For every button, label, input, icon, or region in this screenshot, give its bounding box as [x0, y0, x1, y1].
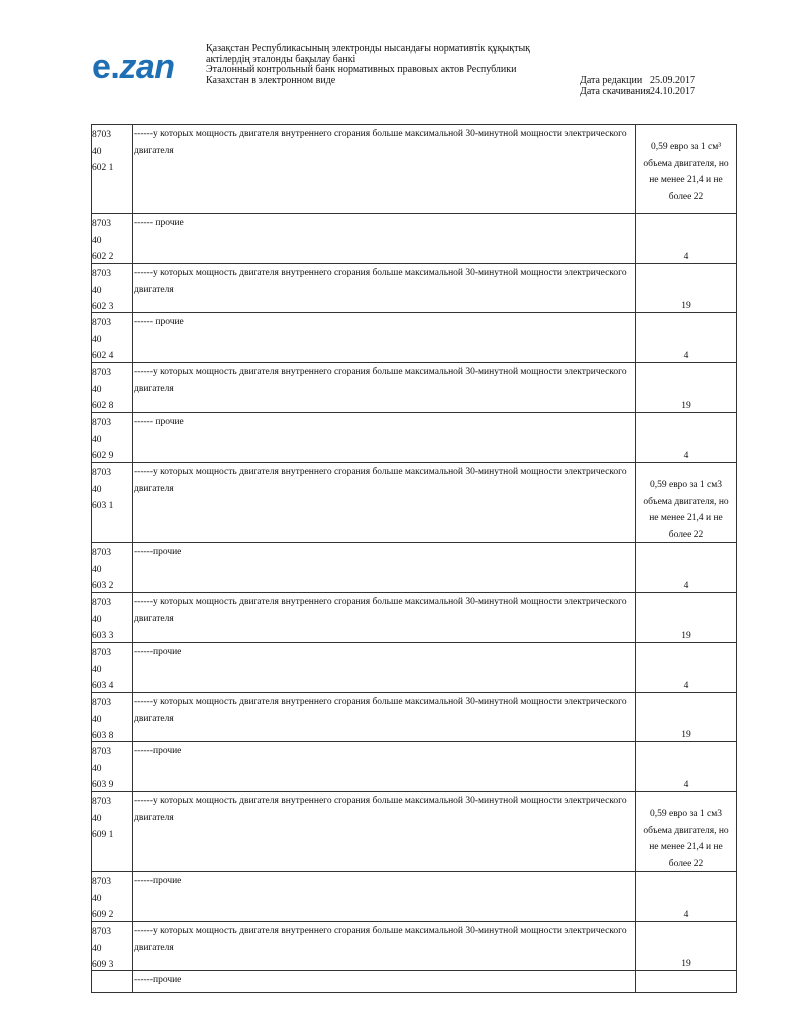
tariff-code-part: 40: [92, 664, 102, 675]
tariff-code-part: 40: [92, 614, 102, 625]
tariff-code-part: 602 1: [92, 163, 114, 173]
duty-rate-cell: [636, 313, 736, 362]
logo-zan: zan: [119, 48, 175, 86]
table-row: [92, 921, 736, 970]
goods-description: ------прочие: [133, 742, 636, 791]
duty-rate-cell: [636, 742, 736, 791]
tariff-code: [92, 872, 133, 921]
tariff-code: [92, 214, 133, 263]
tariff-code-part: 40: [92, 384, 102, 395]
duty-rate-cell: [636, 463, 736, 542]
tariff-code-part: 609 1: [92, 830, 114, 840]
tariff-code-part: 602 9: [92, 451, 114, 461]
duty-rate-cell: [636, 971, 736, 992]
tariff-code-part: 8703: [92, 698, 111, 708]
goods-description: ------у которых мощность двигателя внутреннего сгорания больше максимальной 30-минутной мощности электрического двигателя: [133, 593, 636, 642]
duty-rate: 19: [681, 959, 691, 969]
tariff-code-part: 8703: [92, 877, 111, 887]
goods-description: ------у которых мощность двигателя внутреннего сгорания больше максимальной 30-минутной мощности электрического двигателя: [133, 125, 636, 213]
duty-rate: 19: [681, 401, 691, 411]
duty-rate: 4: [683, 451, 689, 461]
duty-rate: 4: [683, 681, 689, 691]
duty-rate-cell: [636, 125, 736, 213]
duty-rate-cell: [636, 643, 736, 692]
goods-description: ------прочие: [133, 643, 636, 692]
document-header: [0, 0, 791, 110]
tariff-code-part: 8703: [92, 747, 111, 757]
duty-rate: 0,59 евро за 1 см3 объема двигателя, но не менее 21,4 и не более 22: [643, 480, 729, 540]
tariff-code-part: 8703: [92, 269, 111, 279]
header-line-3: Эталонный контрольный банк нормативных правовых актов Республики: [206, 64, 517, 75]
tariff-code: [92, 922, 133, 970]
table-row: [92, 213, 736, 263]
duty-rate: 0,59 евро за 1 см³ объема двигателя, но не менее 21,4 и не более 22: [643, 142, 729, 202]
duty-rate-cell: [636, 922, 736, 970]
duty-rate-cell: [636, 792, 736, 871]
download-date-value: 24.10.2017: [650, 86, 695, 97]
tariff-code-part: 8703: [92, 468, 111, 478]
duty-rate-cell: [636, 413, 736, 462]
tariff-code: [92, 363, 133, 412]
duty-rate: 4: [683, 581, 689, 591]
tariff-code-part: 603 1: [92, 501, 114, 511]
tariff-code-part: 603 3: [92, 631, 114, 641]
table-row: [92, 791, 736, 871]
tariff-code-part: 8703: [92, 797, 111, 807]
goods-description: ------у которых мощность двигателя внутреннего сгорания больше максимальной 30-минутной мощности электрического двигателя: [133, 792, 636, 871]
edit-date-value: 25.09.2017: [650, 75, 695, 86]
tariff-code-part: 40: [92, 763, 102, 774]
duty-rate: 19: [681, 301, 691, 311]
tariff-code: [92, 971, 133, 992]
tariff-table: [91, 124, 737, 993]
tariff-code-part: 8703: [92, 318, 111, 328]
table-row: [92, 692, 736, 741]
tariff-code: [92, 413, 133, 462]
goods-description: ------у которых мощность двигателя внутреннего сгорания больше максимальной 30-минутной мощности электрического двигателя: [133, 463, 636, 542]
tariff-code-part: 603 2: [92, 581, 114, 591]
tariff-code-part: 602 3: [92, 302, 114, 312]
duty-rate-cell: [636, 214, 736, 263]
goods-description: ------ прочие: [133, 313, 636, 362]
tariff-code-part: 8703: [92, 598, 111, 608]
table-row: [92, 642, 736, 692]
tariff-code-part: 8703: [92, 927, 111, 937]
tariff-code-part: 40: [92, 146, 102, 157]
goods-description: ------у которых мощность двигателя внутреннего сгорания больше максимальной 30-минутной мощности электрического двигателя: [133, 693, 636, 741]
tariff-code-part: 40: [92, 484, 102, 495]
tariff-code-part: 602 8: [92, 401, 114, 411]
tariff-code-part: 609 2: [92, 910, 114, 920]
tariff-code-part: 8703: [92, 219, 111, 229]
duty-rate-cell: [636, 543, 736, 592]
logo-e: e: [92, 48, 111, 86]
goods-description: ------прочие: [133, 543, 636, 592]
tariff-code-part: 8703: [92, 130, 111, 140]
tariff-code-part: 8703: [92, 548, 111, 558]
tariff-code: [92, 313, 133, 362]
goods-description: ------ прочие: [133, 214, 636, 263]
duty-rate: 19: [681, 730, 691, 740]
tariff-code: [92, 593, 133, 642]
tariff-code-part: 40: [92, 813, 102, 824]
duty-rate: 19: [681, 631, 691, 641]
tariff-code-part: 8703: [92, 418, 111, 428]
tariff-code-part: 40: [92, 235, 102, 246]
table-row: [92, 312, 736, 362]
tariff-code: [92, 693, 133, 741]
duty-rate: 4: [683, 910, 689, 920]
duty-rate: 4: [683, 252, 689, 262]
goods-description: ------прочие: [133, 971, 636, 992]
tariff-code-part: 40: [92, 943, 102, 954]
table-row: [92, 970, 736, 992]
header-line-2: актілердің эталонды бақылау банкі: [206, 53, 356, 65]
tariff-code-part: 8703: [92, 648, 111, 658]
tariff-code: [92, 543, 133, 592]
tariff-code-part: 40: [92, 564, 102, 575]
goods-description: ------прочие: [133, 872, 636, 921]
tariff-code-part: 40: [92, 893, 102, 904]
tariff-code: [92, 792, 133, 871]
tariff-code: [92, 264, 133, 312]
table-row: [92, 362, 736, 412]
logo-dot: .: [110, 48, 120, 86]
table-row: [92, 462, 736, 542]
ezan-logo: [92, 50, 175, 84]
tariff-code-part: 40: [92, 714, 102, 725]
duty-rate: 0,59 евро за 1 см3 объема двигателя, но не менее 21,4 и не более 22: [643, 809, 729, 869]
tariff-code-part: 603 4: [92, 681, 114, 691]
duty-rate-cell: [636, 363, 736, 412]
tariff-code-part: 609 3: [92, 960, 114, 970]
tariff-code-part: 40: [92, 334, 102, 345]
tariff-code-part: 603 9: [92, 780, 114, 790]
tariff-code-part: 8703: [92, 368, 111, 378]
tariff-code-part: 602 2: [92, 252, 114, 262]
duty-rate-cell: [636, 593, 736, 642]
tariff-code: [92, 643, 133, 692]
duty-rate-cell: [636, 872, 736, 921]
duty-rate: 4: [683, 780, 689, 790]
header-title: [206, 44, 566, 86]
goods-description: ------ прочие: [133, 413, 636, 462]
table-row: [92, 871, 736, 921]
table-row: [92, 542, 736, 592]
duty-rate: 4: [683, 351, 689, 361]
tariff-code-part: 602 4: [92, 351, 114, 361]
download-date-row: [580, 86, 695, 97]
tariff-code-part: 603 8: [92, 731, 114, 741]
tariff-code: [92, 125, 133, 213]
goods-description: ------у которых мощность двигателя внутреннего сгорания больше максимальной 30-минутной мощности электрического двигателя: [133, 922, 636, 970]
duty-rate-cell: [636, 693, 736, 741]
tariff-code-part: 40: [92, 285, 102, 296]
header-line-4: Казахстан в электронном виде: [206, 74, 336, 86]
tariff-code-part: 40: [92, 434, 102, 445]
header-line-1: Қазақстан Республикасының электронды нысандағы нормативтік құқықтық: [206, 43, 531, 54]
header-dates: [580, 75, 695, 97]
edit-date-label: Дата редакции: [580, 75, 643, 86]
duty-rate-cell: [636, 264, 736, 312]
table-row: [92, 741, 736, 791]
table-row: [92, 263, 736, 312]
goods-description: ------у которых мощность двигателя внутреннего сгорания больше максимальной 30-минутной мощности электрического двигателя: [133, 264, 636, 312]
table-row: [92, 125, 736, 213]
tariff-code: [92, 463, 133, 542]
download-date-label: Дата скачивания: [580, 86, 651, 97]
table-row: [92, 412, 736, 462]
goods-description: ------у которых мощность двигателя внутреннего сгорания больше максимальной 30-минутной мощности электрического двигателя: [133, 363, 636, 412]
tariff-code: [92, 742, 133, 791]
table-row: [92, 592, 736, 642]
edit-date-row: [580, 75, 695, 86]
